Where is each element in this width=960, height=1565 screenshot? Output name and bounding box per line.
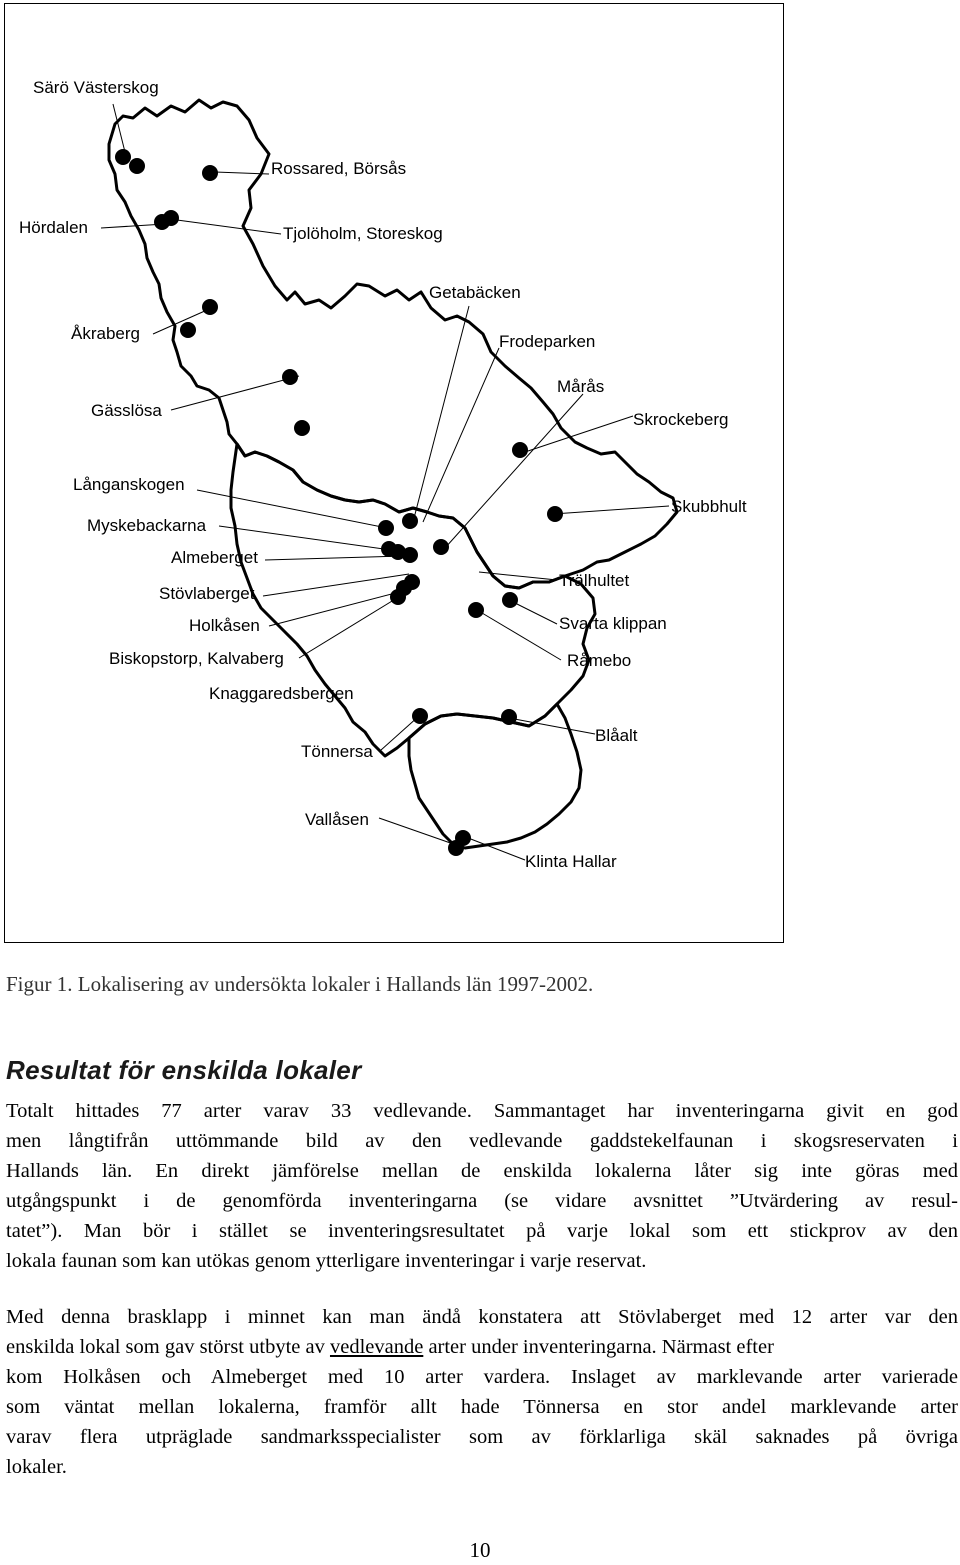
region-outline-south	[409, 704, 581, 848]
text-line: lokala faunan som kan utökas genom ytterligare inventeringar i varje reservat.	[6, 1250, 647, 1272]
text-line: som väntat mellan lokalerna, framför allt hade Tönnersa en stor andel marklevande arter	[6, 1396, 958, 1418]
label-svarta-klippan: Svarta klippan	[559, 614, 667, 633]
leader-skrockeberg	[525, 416, 633, 452]
label-akraberg: Åkraberg	[71, 324, 140, 343]
label-skrockeberg: Skrockeberg	[633, 410, 729, 429]
map-figure	[4, 3, 784, 943]
leader-holkasen	[269, 590, 407, 626]
label-tjoloholm-storeskog: Tjolöholm, Storeskog	[283, 224, 443, 243]
figure-caption: Figur 1. Lokalisering av undersökta lokaler i Hallands län 1997-2002.	[6, 972, 594, 996]
leader-langanskogen	[197, 490, 387, 528]
leader-myskebackarna	[219, 526, 391, 550]
label-rossared-borsas: Rossared, Börsås	[271, 159, 407, 178]
leader-tjoloholm	[177, 220, 281, 234]
leader-vallasen	[379, 818, 459, 846]
label-gasslosa: Gässlösa	[91, 401, 162, 420]
page-number: 10	[469, 1538, 491, 1562]
leader-blaalt	[509, 718, 595, 734]
site-marker	[163, 210, 179, 226]
region-outline-central	[231, 444, 595, 756]
site-marker	[129, 158, 145, 174]
site-marker	[512, 442, 528, 458]
leader-getabacken	[413, 306, 469, 522]
label-biskopstorp-kalvaberg: Biskopstorp, Kalvaberg	[109, 649, 284, 668]
site-marker	[294, 420, 310, 436]
site-marker	[412, 708, 428, 724]
label-tralhultet: Trälhultet	[559, 571, 630, 590]
site-marker	[282, 369, 298, 385]
site-marker	[402, 513, 418, 529]
text-segment: enskilda lokal som gav störst utbyte av	[6, 1336, 330, 1358]
leader-akraberg	[153, 310, 207, 334]
leader-tralhultet	[479, 572, 557, 580]
label-saro-vasterskog: Särö Västerskog	[33, 78, 159, 97]
leader-frodeparken	[423, 348, 499, 522]
text-line: kom Holkåsen och Almeberget med 10 arter vardera. Inslaget av marklevande arter varierade	[6, 1366, 958, 1388]
label-maras: Mårås	[557, 377, 605, 396]
label-hordalen: Hördalen	[19, 218, 88, 237]
text-line	[6, 1332, 958, 1362]
text-line: Med denna brasklapp i minnet kan man ändå konstatera att Stövlaberget med 12 arter var den	[6, 1306, 958, 1328]
label-ramebo: Råmebo	[567, 651, 632, 670]
site-marker	[202, 299, 218, 315]
site-marker	[502, 592, 518, 608]
paragraph-results-detail	[6, 1302, 958, 1482]
site-marker	[547, 506, 563, 522]
leader-maras	[445, 394, 583, 548]
site-marker	[402, 547, 418, 563]
leader-gasslosa	[171, 376, 299, 410]
label-myskebackarna: Myskebackarna	[87, 516, 207, 535]
label-langanskogen: Långanskogen	[73, 475, 185, 494]
underlined-term: vedlevande	[329, 1336, 424, 1358]
site-marker	[115, 149, 131, 165]
site-marker	[448, 840, 464, 856]
text-line: varav flera utpräglade sandmarksspecialister som av förklarliga skäl saknades på övriga	[6, 1426, 958, 1448]
section-heading: Resultat för enskilda lokaler	[6, 1055, 362, 1085]
leader-stovlaberget	[263, 574, 409, 596]
label-knaggaredsbergen: Knaggaredsbergen	[209, 684, 354, 703]
label-frodeparken: Frodeparken	[499, 332, 596, 351]
label-vallasen: Vallåsen	[305, 810, 369, 829]
text-line: utgångspunkt i de genomförda inventeringarna (se vidare avsnittet ”Utvärdering av resul-	[6, 1190, 958, 1212]
label-skubbhult: Skubbhult	[671, 497, 747, 516]
label-klinta-hallar: Klinta Hallar	[525, 852, 617, 871]
site-marker	[501, 709, 517, 725]
leader-almeberget	[265, 556, 405, 560]
site-marker	[378, 520, 394, 536]
leader-ramebo	[477, 610, 561, 660]
hallands-lan-map	[5, 4, 785, 944]
site-marker	[180, 322, 196, 338]
label-stovlaberget: Stövlaberget	[159, 584, 255, 603]
leader-skubbhult	[553, 506, 669, 514]
text-line: lokaler.	[6, 1456, 67, 1478]
site-marker	[390, 589, 406, 605]
label-blaalt: Blåalt	[595, 726, 638, 745]
leader-biskopstorp	[299, 598, 397, 658]
label-almeberget: Almeberget	[171, 548, 258, 567]
site-marker	[433, 539, 449, 555]
text-segment: arter under inventeringarna. Närmast efter	[423, 1336, 774, 1358]
label-getabacken: Getabäcken	[429, 283, 521, 302]
label-tonnersa: Tönnersa	[301, 742, 373, 761]
text-line: tatet”). Man bör i stället se inventeringsresultatet på varje lokal som ett stickprov av den	[6, 1220, 958, 1242]
paragraph-results-intro	[6, 1096, 958, 1276]
text-line: Totalt hittades 77 arter varav 33 vedlevande. Sammantaget har inventeringarna givit en god	[6, 1100, 958, 1122]
site-marker	[468, 602, 484, 618]
text-line: men långtifrån uttömmande bild av den vedlevande gaddstekelfaunan i skogsreservaten i	[6, 1130, 958, 1152]
site-marker	[202, 165, 218, 181]
text-line: Hallands län. En direkt jämförelse mellan de enskilda lokalerna låter sig inte göras med	[6, 1160, 958, 1182]
label-holkasen: Holkåsen	[189, 616, 260, 635]
